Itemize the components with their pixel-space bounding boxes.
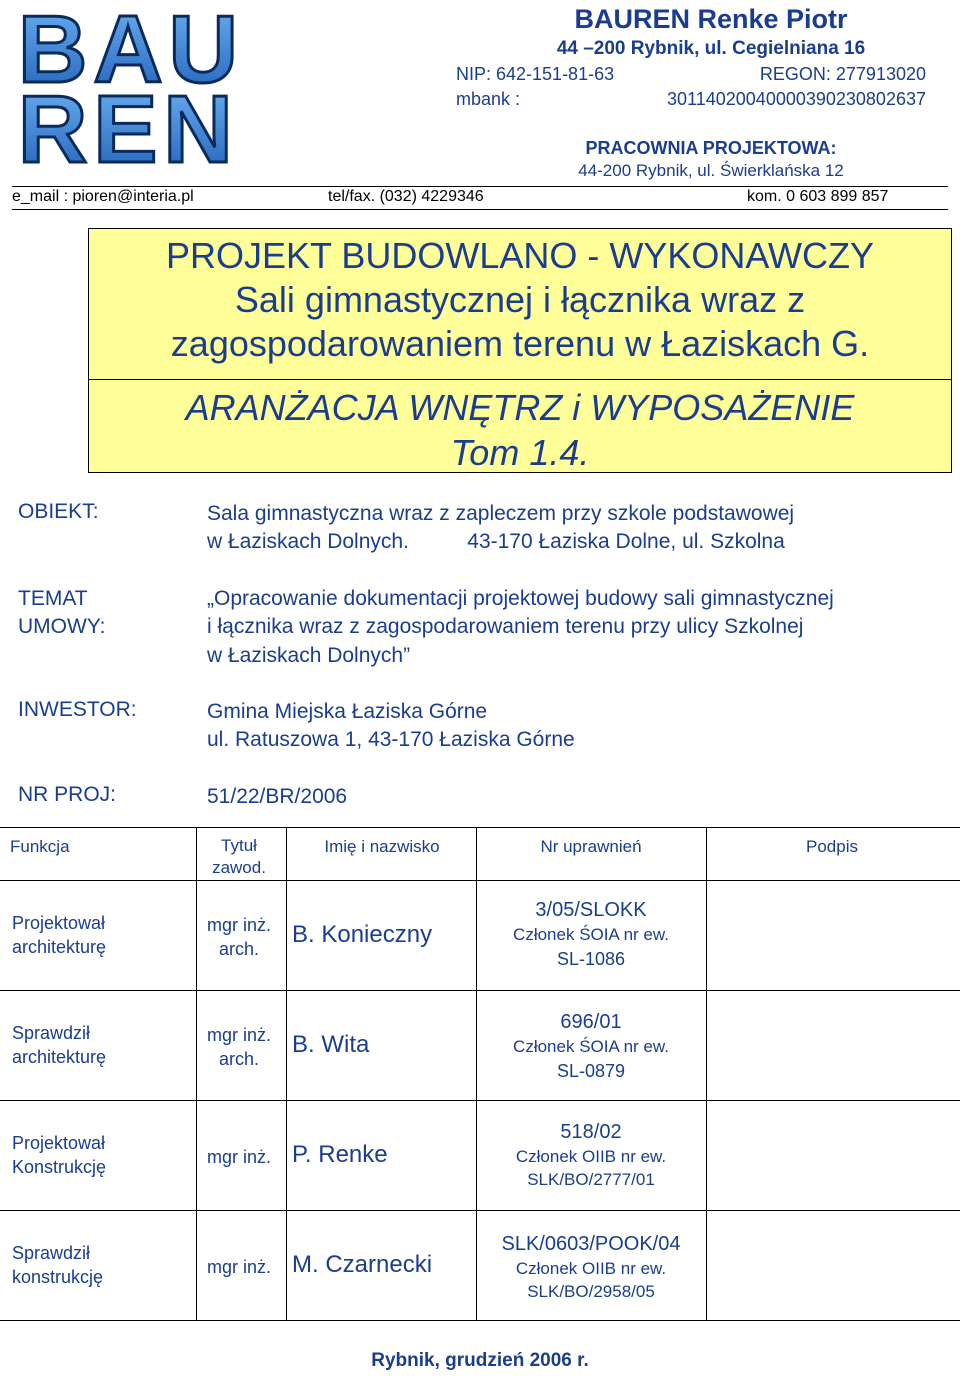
table-row-function — [12, 911, 192, 960]
table-row-license — [480, 1119, 702, 1192]
company-name: BAUREN Renke Piotr — [574, 4, 848, 34]
title-line2: arch. — [218, 939, 260, 960]
license-reg: SL-0879 — [556, 1060, 626, 1081]
table-row-title — [198, 913, 280, 962]
box-divider — [89, 379, 951, 380]
regon: REGON: 277913020 — [759, 64, 926, 84]
function-line2: architekturę — [12, 1047, 107, 1068]
col-function: Funkcja — [10, 837, 70, 856]
email: e_mail : pioren@interia.pl — [12, 188, 194, 205]
table-row-function — [12, 1241, 192, 1290]
phone: tel/fax. (032) 4229346 — [328, 188, 484, 205]
investor-value — [207, 698, 575, 755]
license-member: Członek ŚOIA nr ew. — [513, 1037, 669, 1056]
license-reg: SL-1086 — [556, 948, 626, 969]
topic-line3: w Łaziskach Dolnych” — [207, 643, 411, 667]
table-row-title — [198, 1145, 280, 1169]
col-line — [196, 827, 197, 1320]
tax-ids — [436, 64, 946, 85]
table-row-function — [12, 1131, 192, 1180]
title-line1: mgr inż. — [206, 1025, 271, 1045]
object-value — [207, 500, 794, 557]
col-name: Imię i nazwisko — [324, 837, 440, 856]
table-row-function — [12, 1021, 192, 1070]
topic-label-line1: TEMAT — [18, 587, 88, 610]
project-title-box — [88, 228, 952, 473]
title-line1: mgr inż. — [206, 1147, 271, 1167]
license-member: Członek OIIB nr ew. — [515, 1147, 667, 1166]
studio-address: 44-200 Rybnik, ul. Świerklańska 12 — [578, 161, 844, 180]
title-line1: mgr inż. — [206, 915, 271, 935]
contact-line — [12, 186, 948, 210]
investor-line2: ul. Ratuszowa 1, 43-170 Łaziska Górne — [207, 728, 575, 752]
bank-label: mbank : — [456, 89, 521, 109]
license-number: 696/01 — [560, 1011, 622, 1033]
object-line2: w Łaziskach Dolnych. 43-170 Łaziska Dolne, ul. Szkolna — [207, 530, 785, 554]
object-line1: Sala gimnastyczna wraz z zapleczem przy szkole podstawowej — [207, 502, 795, 525]
license-member: Członek OIIB nr ew. — [515, 1259, 667, 1278]
col-line — [706, 827, 707, 1320]
logo-ren-text: REN — [18, 76, 239, 167]
table-row-license — [480, 897, 702, 971]
table-top-line — [0, 827, 960, 828]
table-row-title — [198, 1255, 280, 1279]
col-title-line2: zawod. — [212, 858, 266, 878]
col-license: Nr uprawnień — [540, 837, 642, 856]
volume-number: Tom 1.4. — [450, 432, 590, 473]
project-title: PROJEKT BUDOWLANO - WYKONAWCZY — [165, 235, 875, 276]
bank-info — [436, 89, 946, 110]
license-reg: SLK/BO/2777/01 — [527, 1169, 655, 1189]
license-number: SLK/0603/POOK/04 — [501, 1233, 681, 1255]
bank-account: 30114020040000390230802637 — [667, 89, 926, 109]
function-line1: Projektował — [12, 913, 106, 933]
section-title: ARANŻACJA WNĘTRZ i WYPOSAŻENIE — [185, 387, 855, 428]
license-member: Członek ŚOIA nr ew. — [513, 925, 669, 944]
table-row-title — [198, 1023, 280, 1072]
function-line1: Projektował — [12, 1133, 106, 1153]
function-line1: Sprawdził — [12, 1243, 91, 1263]
col-line — [476, 827, 477, 1320]
place-date: Rybnik, grudzień 2006 r. — [371, 1350, 589, 1371]
function-line2: Konstrukcję — [12, 1157, 107, 1178]
investor-label: INWESTOR: — [18, 698, 137, 721]
project-subject-line2: zagospodarowaniem terenu w Łaziskach G. — [170, 323, 870, 364]
title-line2: arch. — [218, 1049, 260, 1070]
row-line — [0, 1100, 960, 1101]
col-line — [286, 827, 287, 1320]
row-line — [0, 880, 960, 881]
project-number: 51/22/BR/2006 — [207, 785, 348, 808]
col-title-line1: Tytuł — [221, 836, 257, 855]
table-row-name: B. Konieczny — [292, 921, 433, 948]
topic-label-line2: UMOWY: — [18, 615, 106, 639]
topic-label — [18, 585, 106, 642]
volume-block — [89, 385, 951, 475]
project-subject-line1: Sali gimnastycznej i łącznika wraz z — [234, 279, 806, 320]
logo-bau-text: BAU — [18, 2, 244, 103]
table-row-name: M. Czarnecki — [292, 1251, 433, 1278]
project-number-label: NR PROJ: — [18, 783, 117, 806]
col-signature: Podpis — [806, 837, 858, 856]
topic-line2: i łącznika wraz z zagospodarowaniem terenu przy ulicy Szkolnej — [207, 615, 804, 639]
studio-title: PRACOWNIA PROJEKTOWA: — [585, 138, 837, 158]
row-line — [0, 1320, 960, 1321]
investor-line1: Gmina Miejska Łaziska Górne — [207, 700, 488, 723]
table-row-name: B. Wita — [292, 1031, 370, 1058]
mobile: kom. 0 603 899 857 — [747, 188, 889, 205]
function-line1: Sprawdził — [12, 1023, 91, 1043]
topic-line1: „Opracowanie dokumentacji projektowej budowy sali gimnastycznej — [207, 587, 834, 610]
function-line2: konstrukcję — [12, 1267, 104, 1288]
row-line — [0, 1210, 960, 1211]
topic-value — [207, 585, 834, 670]
license-number: 3/05/SLOKK — [535, 899, 647, 921]
company-logo — [8, 2, 318, 167]
table-row-name: P. Renke — [292, 1141, 388, 1168]
license-reg: SLK/BO/2958/05 — [527, 1281, 655, 1301]
col-title — [198, 835, 280, 879]
title-line1: mgr inż. — [206, 1257, 271, 1277]
function-line2: architekturę — [12, 937, 107, 958]
row-line — [0, 990, 960, 991]
object-label: OBIEKT: — [18, 500, 99, 523]
table-row-license — [480, 1009, 702, 1083]
nip: NIP: 642-151-81-63 — [456, 64, 615, 84]
license-number: 518/02 — [560, 1121, 622, 1143]
table-row-license — [480, 1231, 702, 1304]
company-address: 44 –200 Rybnik, ul. Cegielniana 16 — [556, 38, 866, 59]
